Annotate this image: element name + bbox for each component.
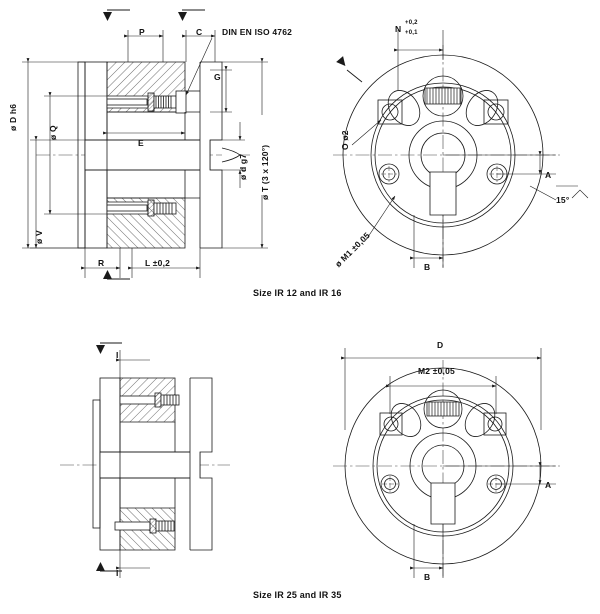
dimension-A-bottom <box>443 466 556 484</box>
section-arrow-front <box>336 56 362 82</box>
dimension-label-B-top: B <box>424 262 431 272</box>
section-view-ir25-ir35 <box>60 343 230 578</box>
dimension-label-M1: ø M1 ±0,05 <box>333 230 372 270</box>
keyway-slot-bottom <box>431 483 455 524</box>
dimension-N <box>398 30 443 90</box>
dimension-label-I-bottom: I <box>116 568 119 578</box>
section-arrow-top <box>103 10 130 21</box>
dimension-label-A-top: A <box>545 170 552 180</box>
shaft-hub <box>85 112 210 198</box>
dimension-label-D: ø D h6 <box>8 103 18 131</box>
mating-part-bottom <box>190 378 212 550</box>
shaft-hub-bottom <box>100 422 200 508</box>
dimension-label-L: L ±0,2 <box>145 258 171 268</box>
dimension-label-angle-15: 15° <box>556 195 570 205</box>
dimension-I-bottom <box>120 550 150 578</box>
front-view-ir25-ir35 <box>333 348 560 578</box>
dimension-label-O: O ø2 <box>340 130 350 150</box>
front-view-ir12-ir16 <box>333 30 588 270</box>
dimension-label-Q: ø Q <box>48 125 58 140</box>
caption-bottom: Size IR 25 and IR 35 <box>253 590 342 600</box>
dimension-tol-N-upper: +0,2 <box>405 20 418 26</box>
dimension-label-R: R <box>98 258 105 268</box>
dimension-P <box>128 30 163 62</box>
section-arrow-bottom <box>103 270 130 279</box>
dimension-label-V: ø V <box>34 230 44 244</box>
dimension-label-D-bottom: D <box>437 340 444 350</box>
dimension-label-A-bottom: A <box>545 480 552 490</box>
center-lines-front-bottom <box>333 360 560 578</box>
dimension-label-M2: M2 ±0,05 <box>418 366 455 376</box>
dimension-label-C: C <box>196 27 203 37</box>
dimension-label-E: E <box>138 138 144 148</box>
dimension-tol-N-lower: +0,1 <box>405 30 418 36</box>
note-din-en-iso-4762: DIN EN ISO 4762 <box>222 27 293 37</box>
section-view-ir12-ir16 <box>22 10 268 279</box>
dimension-label-N: N <box>395 24 402 34</box>
dimension-label-G: G <box>214 72 221 82</box>
dimension-label-T: ø T (3 x 120°) <box>260 144 270 200</box>
dimension-I-top <box>120 350 150 378</box>
dimension-label-d: ø d g7 <box>238 153 248 180</box>
caption-top: Size IR 12 and IR 16 <box>253 288 342 298</box>
dimension-label-P: P <box>139 27 145 37</box>
section-arrow-top-right <box>178 10 205 21</box>
dimension-label-I-top: I <box>116 350 119 360</box>
dimension-label-B-bottom: B <box>424 572 431 582</box>
collar-bottom <box>93 400 100 528</box>
keyway-slot <box>430 172 456 215</box>
